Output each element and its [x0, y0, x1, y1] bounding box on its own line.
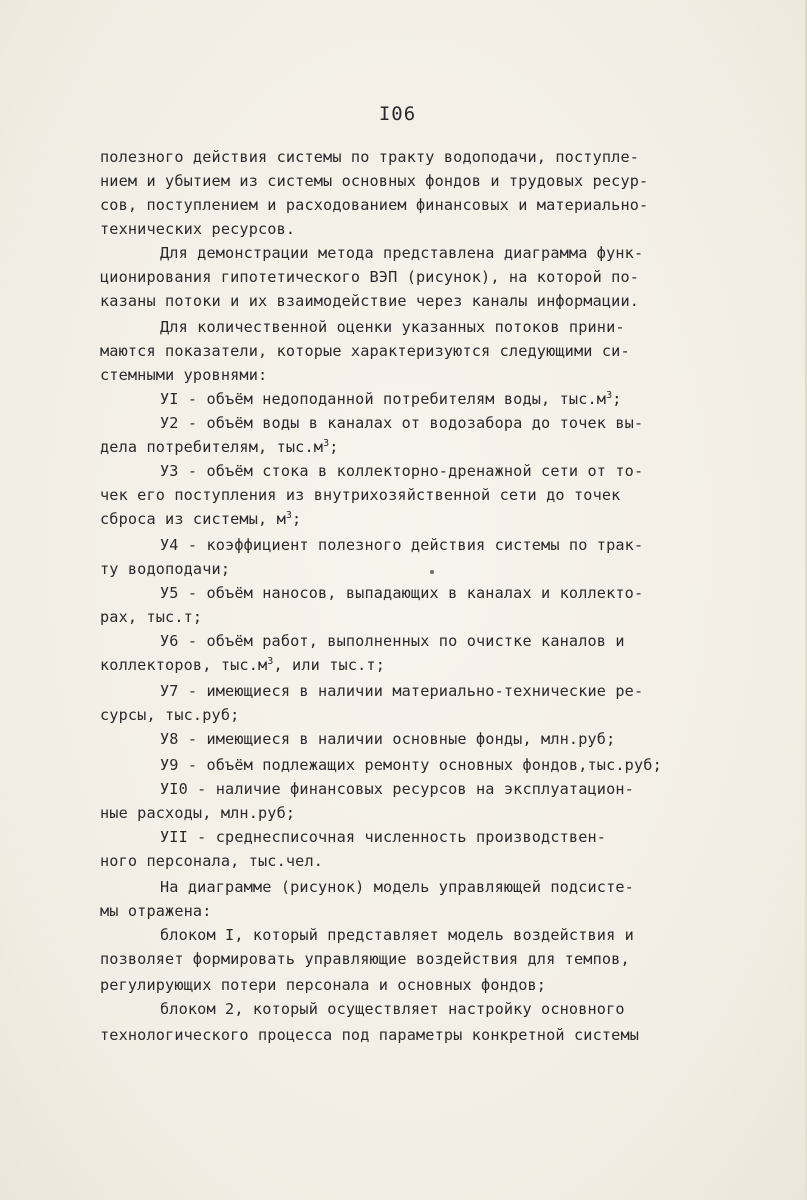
- text-line-content: УI0 - наличие финансовых ресурсов на эксплуатацион-: [160, 780, 634, 798]
- text-line: [100, 950, 630, 968]
- text-line: [100, 510, 301, 528]
- text-line: [160, 1000, 625, 1018]
- text-line: [160, 878, 634, 896]
- text-line-content: У3 - объём стока в коллекторно-дренажной сети от то-: [160, 462, 644, 480]
- text-line: [100, 268, 639, 286]
- superscript: 3: [606, 390, 613, 401]
- text-line-content: сов, поступлением и расходованием финансовых и материально-: [100, 196, 649, 214]
- text-line-suffix: , или тыс.т;: [273, 656, 385, 674]
- text-line-content: УI - объём недоподанной потребителям воды, тыс.м: [160, 390, 607, 408]
- text-line: [160, 730, 615, 748]
- text-line-content: блоком 2, который осуществляет настройку основного: [160, 1000, 625, 1018]
- superscript: 3: [267, 656, 274, 667]
- text-line: [100, 902, 212, 920]
- text-line: [160, 462, 643, 480]
- text-line-content: ционирования гипотетического ВЭП (рисунок), на которой по-: [100, 268, 640, 286]
- text-line-content: чек его поступления из внутрихозяйственной сети до точек: [100, 486, 621, 504]
- text-line: [100, 852, 323, 870]
- text-line: [100, 292, 639, 310]
- text-line-content: У9 - объём подлежащих ремонту основных фондов,тыс.руб;: [160, 756, 662, 774]
- text-line-content: сброса из системы, м: [100, 510, 286, 528]
- text-line: [100, 342, 630, 360]
- text-line-content: сурсы, тыс.руб;: [100, 706, 240, 724]
- text-line-content: ного персонала, тыс.чел.: [100, 852, 324, 870]
- text-line-content: позволяет формировать управляющие воздействия для темпов,: [100, 950, 630, 968]
- text-line: [100, 608, 202, 626]
- text-line-content: Для количественной оценки указанных потоков прини-: [160, 318, 625, 336]
- text-line-content: коллекторов, тыс.м: [100, 656, 268, 674]
- text-line: [160, 244, 643, 262]
- text-line: [100, 1026, 639, 1044]
- text-line: [160, 536, 643, 554]
- text-line-content: технологического процесса под параметры конкретной системы: [100, 1026, 640, 1044]
- text-line-content: УII - среднесписочная численность производствен-: [160, 828, 607, 846]
- text-line-content: Для демонстрации метода представлена диаграмма функ-: [160, 244, 644, 262]
- text-line-content: У6 - объём работ, выполненных по очистке каналов и: [160, 632, 625, 650]
- text-line-content: дела потребителям, тыс.м: [100, 438, 324, 456]
- ink-speck: [430, 570, 434, 574]
- text-line-content: У5 - объём наносов, выпадающих в каналах и коллекто-: [160, 584, 644, 602]
- text-line: [100, 220, 295, 238]
- text-line: [100, 438, 339, 456]
- text-line-content: блоком I, который представляет модель воздействия и: [160, 926, 634, 944]
- text-line: [160, 584, 643, 602]
- text-line-content: рах, тыс.т;: [100, 608, 203, 626]
- text-line: [160, 390, 622, 408]
- text-line: [100, 366, 267, 384]
- text-line: [160, 632, 625, 650]
- page-number: I06: [378, 103, 417, 125]
- text-line-suffix: ;: [329, 438, 339, 456]
- text-line-content: регулирующих потери персонала и основных фондов;: [100, 976, 547, 994]
- text-line: [160, 756, 662, 774]
- text-line-content: У7 - имеющиеся в наличии материально-технические ре-: [160, 682, 644, 700]
- text-line-content: стемными уровнями:: [100, 366, 268, 384]
- text-line: [100, 148, 639, 166]
- text-line-content: технических ресурсов.: [100, 220, 296, 238]
- text-line: [160, 780, 634, 798]
- text-line: [160, 318, 625, 336]
- text-line-content: ные расходы, млн.руб;: [100, 804, 296, 822]
- text-line: [100, 804, 295, 822]
- text-line: [160, 682, 643, 700]
- superscript: 3: [285, 510, 293, 521]
- text-line: [100, 172, 648, 190]
- text-line: [100, 486, 620, 504]
- text-line: [100, 560, 230, 578]
- text-line-content: На диаграмме (рисунок) модель управляющей подсисте-: [160, 878, 634, 896]
- text-line-content: У8 - имеющиеся в наличии основные фонды, млн.руб;: [160, 730, 616, 748]
- text-line-suffix: ;: [292, 510, 302, 528]
- text-line: [160, 414, 643, 432]
- text-line-content: мы отражена:: [100, 902, 212, 920]
- text-line: [100, 976, 546, 994]
- text-line: [160, 828, 606, 846]
- text-line: [100, 706, 239, 724]
- text-line: [160, 926, 634, 944]
- text-line-content: казаны потоки и их взаимодействие через каналы информации.: [100, 292, 640, 310]
- text-line-suffix: ;: [612, 390, 622, 408]
- superscript: 3: [323, 438, 330, 449]
- text-line-content: У4 - коэффициент полезного действия системы по трак-: [160, 536, 644, 554]
- text-line-content: У2 - объём воды в каналах от водозабора до точек вы-: [160, 414, 644, 432]
- text-line-content: полезного действия системы по тракту водоподачи, поступле-: [100, 148, 640, 166]
- text-line-content: нием и убытием из системы основных фондов и трудовых ресур-: [100, 172, 649, 190]
- text-line: [100, 656, 385, 674]
- text-line: [100, 196, 648, 214]
- text-line-content: маются показатели, которые характеризуются следующими си-: [100, 342, 630, 360]
- text-line-content: ту водоподачи;: [100, 560, 231, 578]
